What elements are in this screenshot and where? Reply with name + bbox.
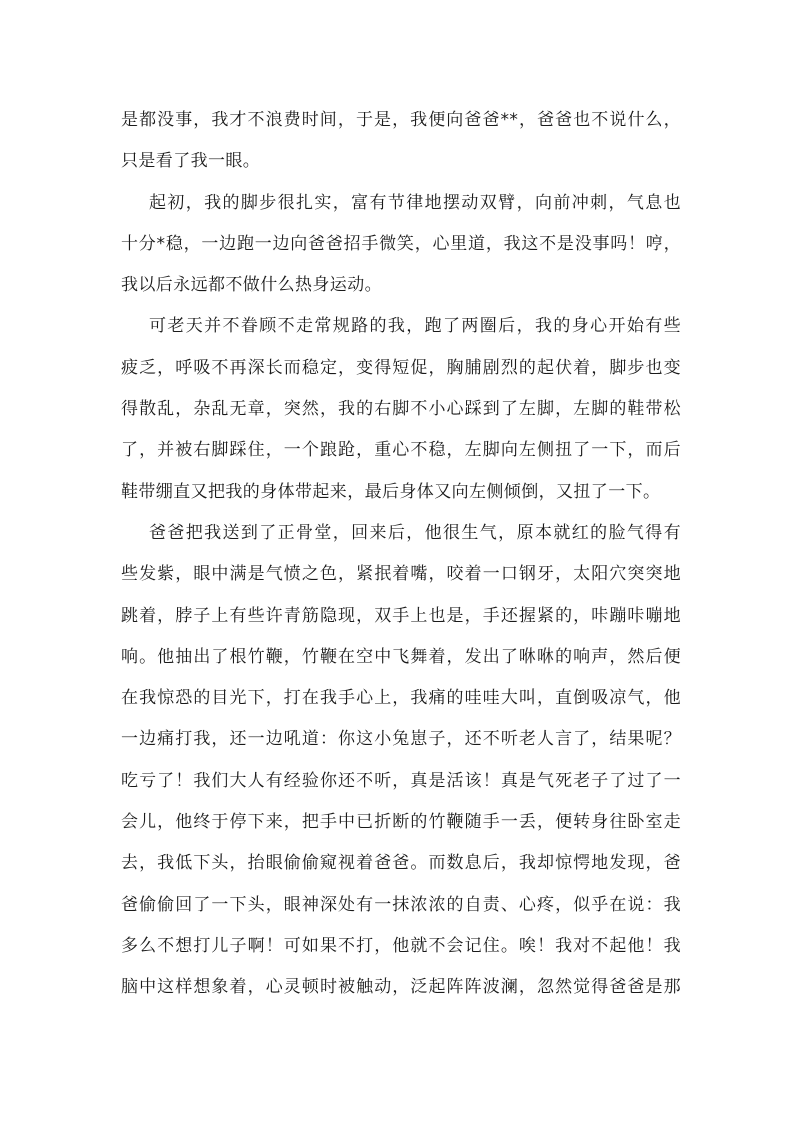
text-line: 鞋带绷直又把我的身体带起来，最后身体又向左侧倾倒，又扭了一下。	[121, 481, 661, 502]
paragraph-first-line: 起初，我的脚步很扎实，富有节律地摆动双臂，向前冲刺，气息也	[149, 192, 681, 213]
text-line: 响。他抽出了根竹鞭，竹鞭在空中飞舞着，发出了咻咻的响声，然后便	[121, 646, 681, 667]
text-line: 是都没事，我才不浪费时间，于是，我便向爸爸**，爸爸也不说什么，	[121, 110, 681, 130]
text-line: 爸偷偷回了一下头，眼神深处有一抹浓浓的自责、心疼，似乎在说：我	[121, 894, 681, 915]
text-line: 些发紫，眼中满是气愤之色，紧抿着嘴，咬着一口钢牙，太阳穴突突地	[121, 564, 681, 585]
text-line: 跳着，脖子上有些许青筋隐现，双手上也是，手还握紧的，咔蹦咔嘣地	[121, 605, 681, 626]
paragraph-first-line: 爸爸把我送到了正骨堂，回来后，他很生气，原本就红的脸气得有	[149, 522, 681, 543]
text-line: 一边痛打我，还一边吼道：你这小兔崽子，还不听老人言了，结果呢？	[121, 729, 681, 750]
text-line: 了，并被右脚踩住，一个踉跄，重心不稳，左脚向左侧扭了一下，而后	[121, 440, 681, 461]
text-line: 疲乏，呼吸不再深长而稳定，变得短促，胸脯剧烈的起伏着，脚步也变	[121, 357, 681, 378]
text-line: 十分*稳，一边跑一边向爸爸招手微笑，心里道，我这不是没事吗！哼，	[121, 233, 681, 254]
document-body	[121, 100, 681, 1009]
text-line: 得散乱，杂乱无章，突然，我的右脚不小心踩到了左脚，左脚的鞋带松	[121, 399, 681, 420]
text-line: 只是看了我一眼。	[121, 151, 261, 172]
paragraph-first-line: 可老天并不眷顾不走常规路的我，跑了两圈后，我的身心开始有些	[149, 316, 681, 337]
text-line: 会儿，他终于停下来，把手中已折断的竹鞭随手一丢，便转身往卧室走	[121, 812, 681, 833]
text-line: 我以后永远都不做什么热身运动。	[121, 275, 382, 296]
text-line: 脑中这样想象着，心灵顿时被触动，泛起阵阵波澜，忽然觉得爸爸是那	[121, 977, 681, 998]
text-line: 吃亏了！我们大人有经验你还不听，真是活该！真是气死老子了过了一	[121, 770, 681, 791]
text-line: 多么不想打儿子啊！可如果不打，他就不会记住。唉！我对不起他！我	[121, 935, 681, 956]
text-line: 在我惊恐的目光下，打在我手心上，我痛的哇哇大叫，直倒吸凉气，他	[121, 688, 681, 709]
text-line: 去，我低下头，抬眼偷偷窥视着爸爸。而数息后，我却惊愕地发现，爸	[121, 853, 681, 874]
